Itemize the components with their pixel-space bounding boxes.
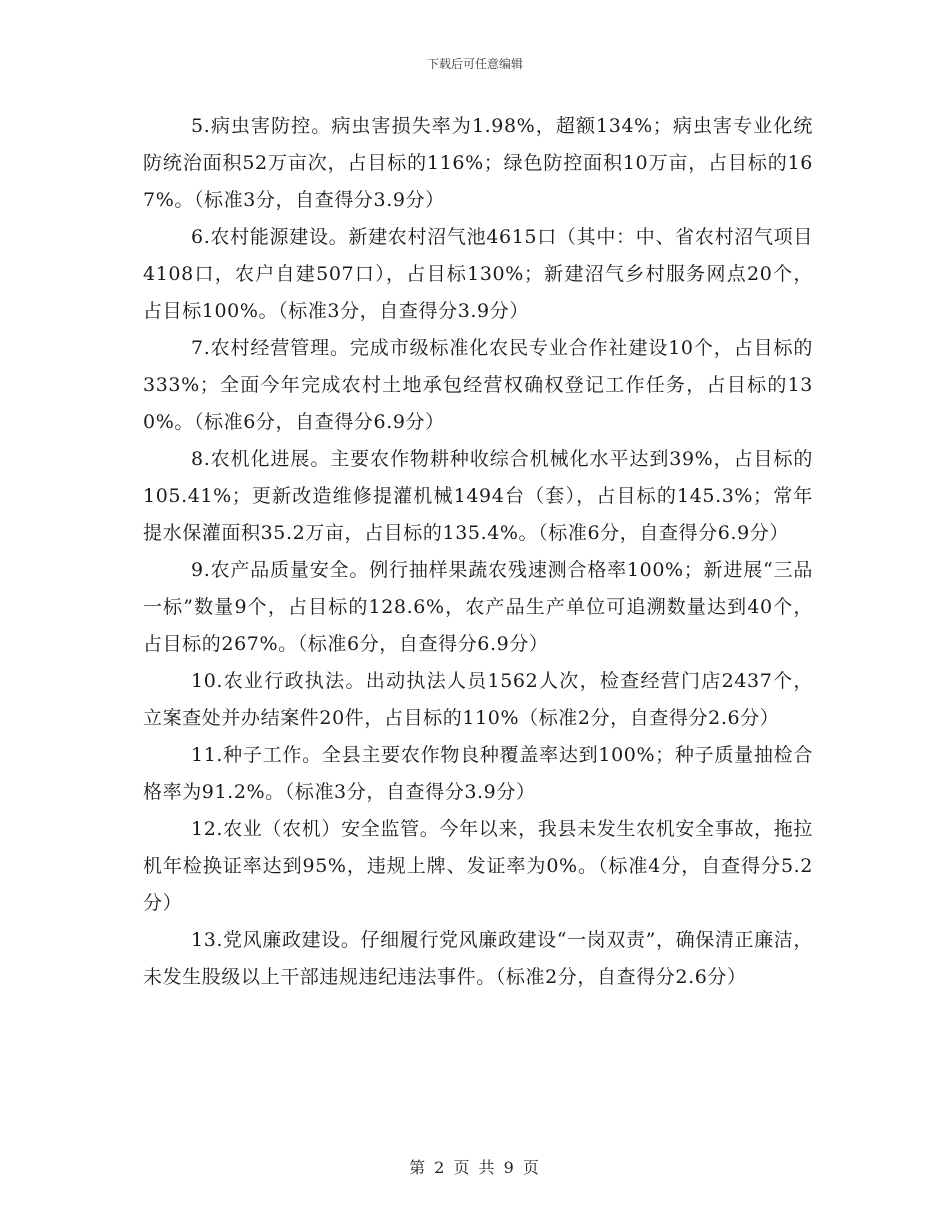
paragraph-product-quality: 9.农产品质量安全。例行抽样果蔬农残速测合格率100%；新进展“三品一标”数量9个，占目标的128.6%，农产品生产单位可追溯数量达到40个，占目标的267%。（标准6分，自查得分6.9分） [143, 559, 813, 655]
paragraph-safety-supervision: 12.农业（农机）安全监管。今年以来，我县未发生农机安全事故，拖拉机年检换证率达到95%，违规上牌、发证率为0%。（标准4分，自查得分5.2分） [143, 818, 813, 914]
page-number: 第 2 页 共 9 页 [409, 1158, 541, 1177]
paragraph-mechanization: 8.农机化进展。主要农作物耕种收综合机械化水平达到39%，占目标的105.41%；更新改造维修提灌机械1494台（套），占目标的145.3%；常年提水保灌面积35.2万亩，占目标的135.4%。（标准6分，自查得分6.9分） [143, 448, 813, 544]
paragraph-rural-energy: 6.农村能源建设。新建农村沼气池4615口（其中：中、省农村沼气项目4108口，农户自建507口），占目标130%；新建沼气乡村服务网点20个，占目标100%。（标准3分，自查得分3.9分） [143, 226, 813, 322]
document-body [143, 108, 813, 996]
paragraph-rural-management: 7.农村经营管理。完成市级标准化农民专业合作社建设10个，占目标的333%；全面今年完成农村土地承包经营权确权登记工作任务，占目标的130%。（标准6分，自查得分6.9分） [143, 337, 813, 433]
paragraph-pest-control: 5.病虫害防控。病虫害损失率为1.98%，超额134%；病虫害专业化统防统治面积52万亩次，占目标的116%；绿色防控面积10万亩，占目标的167%。（标准3分，自查得分3.9分） [143, 115, 813, 211]
paragraph-seed-work: 11.种子工作。全县主要农作物良种覆盖率达到100%；种子质量抽检合格率为91.2%。（标准3分，自查得分3.9分） [143, 744, 813, 803]
paragraph-party-integrity: 13.党风廉政建设。仔细履行党风廉政建设“一岗双责”，确保清正廉洁，未发生股级以上干部违规违纪违法事件。（标准2分，自查得分2.6分） [143, 929, 813, 988]
paragraph-law-enforcement: 10.农业行政执法。出动执法人员1562人次，检查经营门店2437个，立案查处并办结案件20件，占目标的110%（标准2分，自查得分2.6分） [143, 670, 813, 729]
page-header: 下载后可任意编辑 [426, 57, 523, 71]
